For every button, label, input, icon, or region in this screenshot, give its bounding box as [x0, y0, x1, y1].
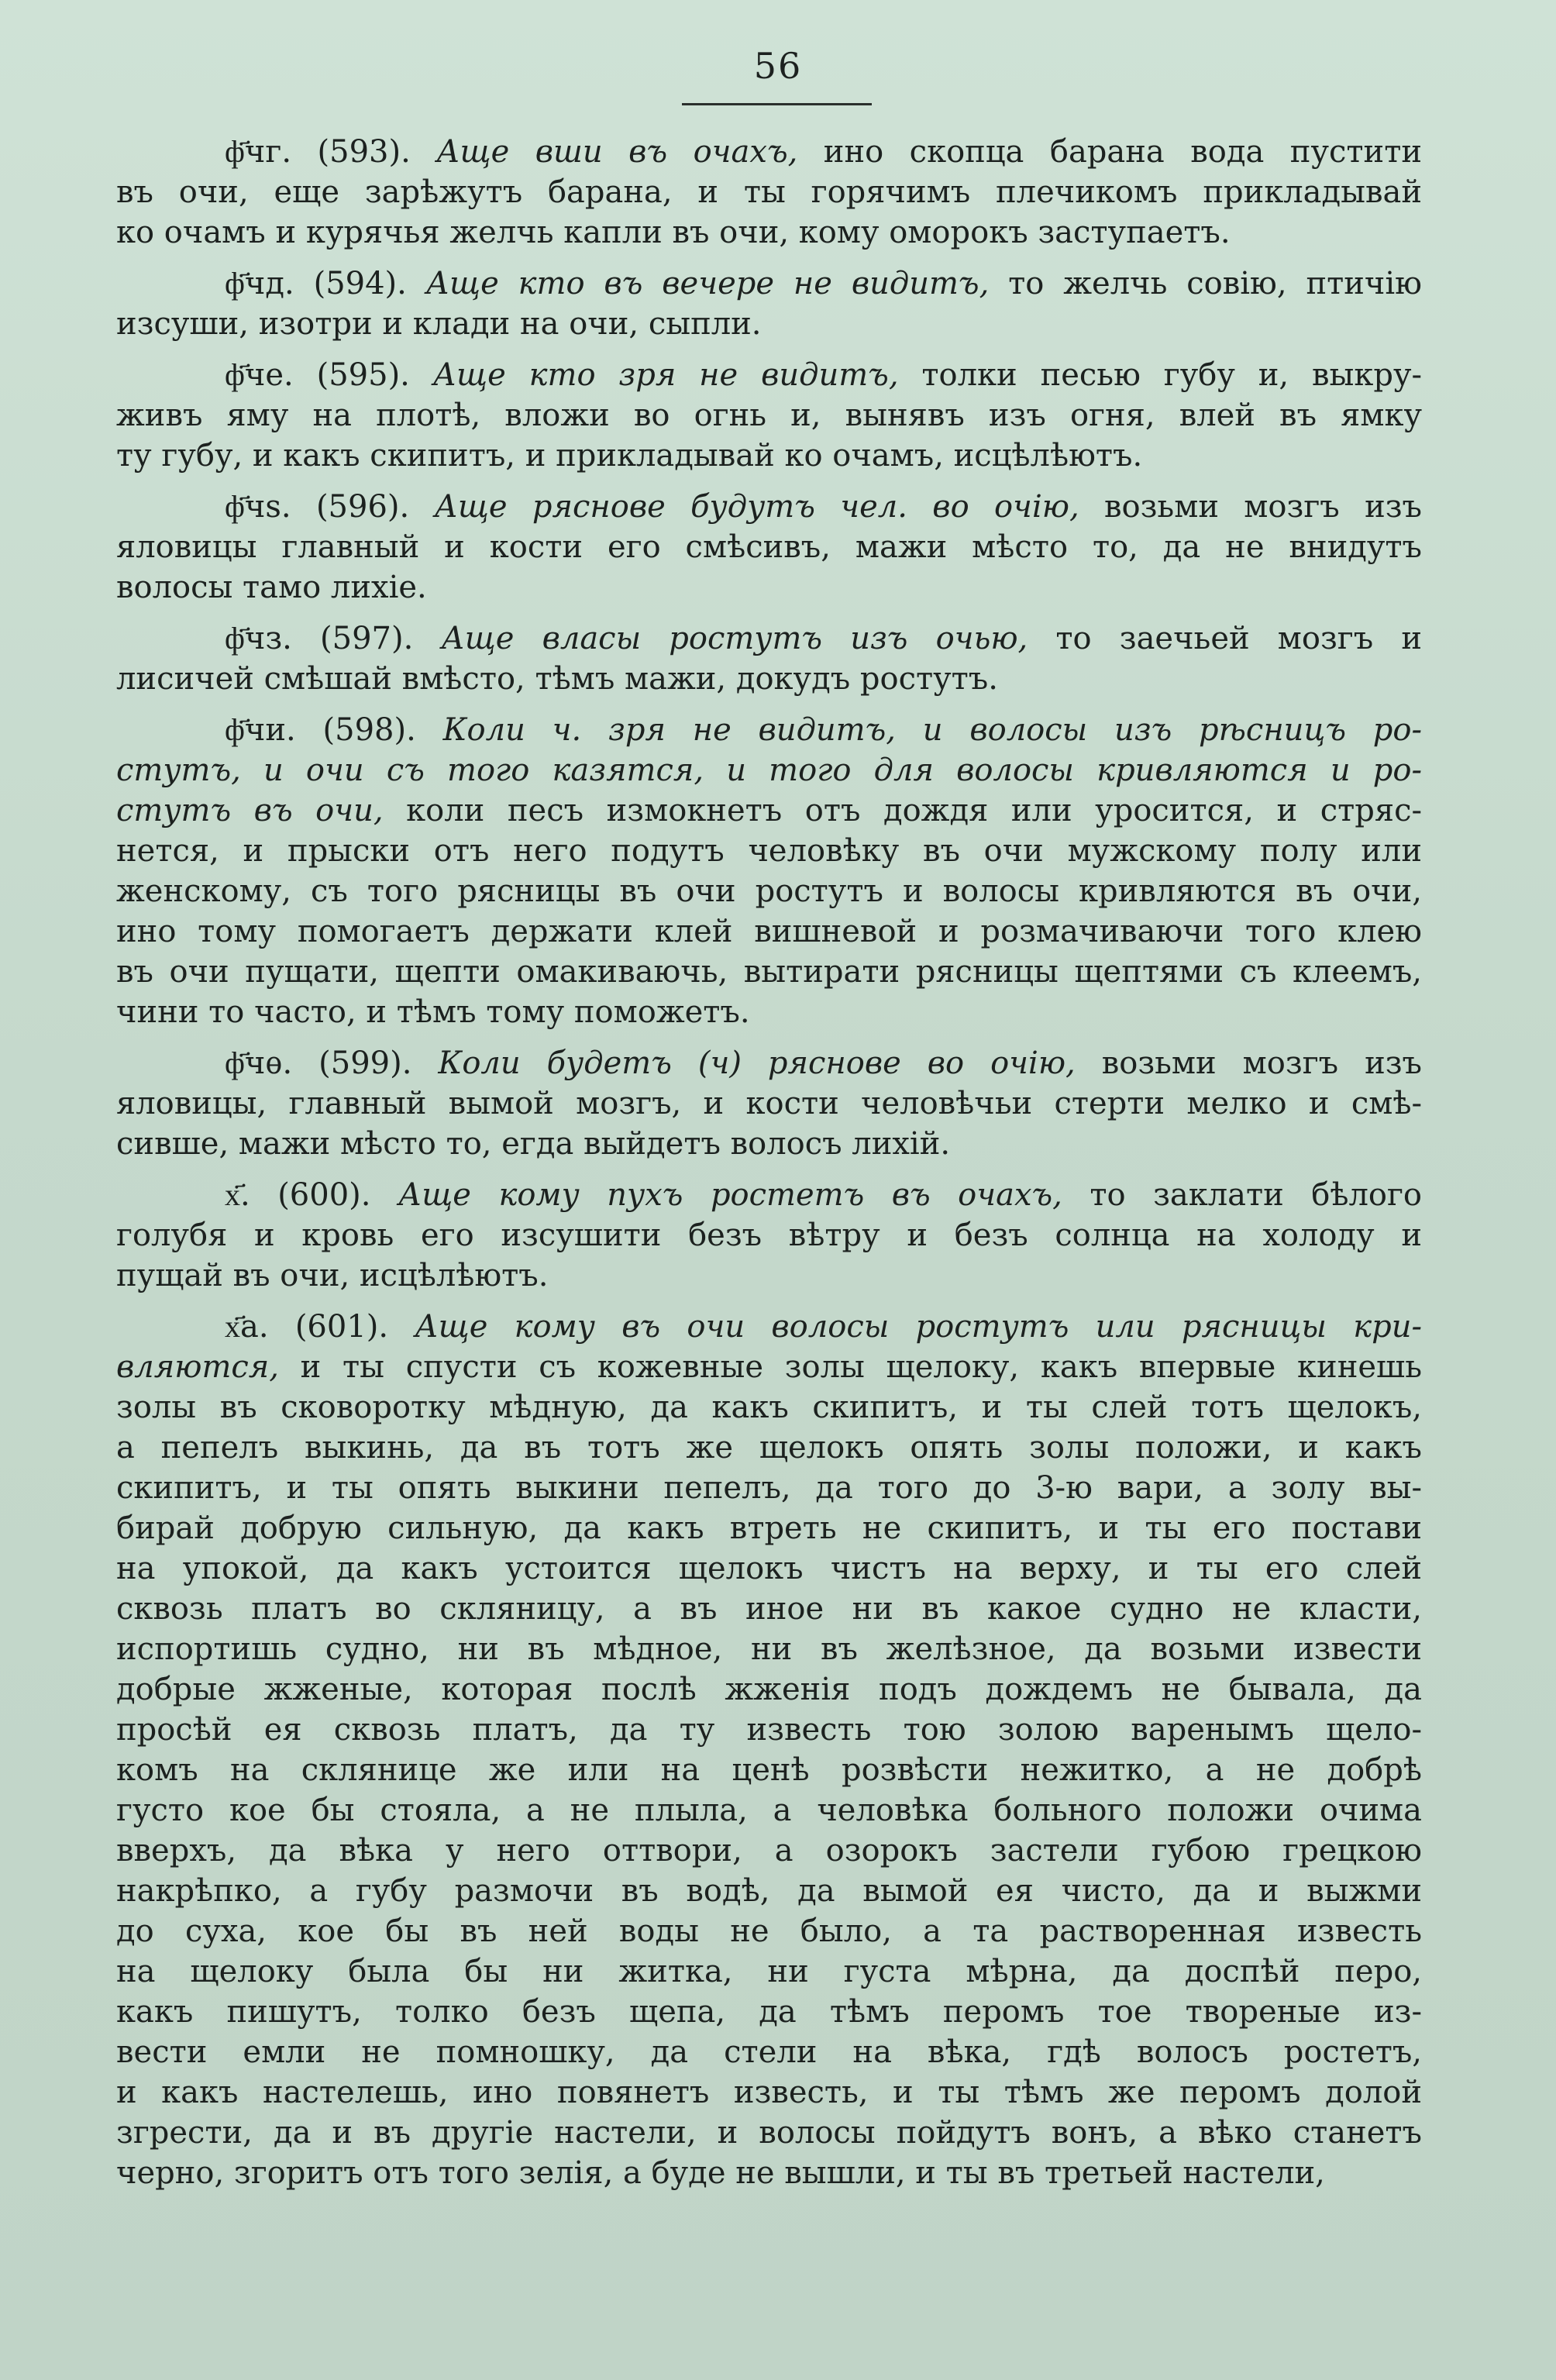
text-line	[116, 1871, 1422, 1911]
text-line	[116, 1992, 1422, 2032]
recipe-entry	[116, 618, 1422, 699]
text-run: ф҃чѕ. (596).	[225, 489, 435, 525]
text-line	[116, 487, 1422, 527]
text-run: ф҃чд. (594).	[225, 266, 426, 301]
recipe-entry	[116, 1043, 1422, 1164]
recipe-entry	[116, 355, 1422, 476]
text-line	[116, 911, 1422, 952]
text-run: скипитъ, и ты опять выкини пепелъ, да того до 3-ю вари, а золу вы-	[116, 1470, 1422, 1506]
text-run: ф҃чи. (598).	[225, 712, 443, 748]
text-run: комъ на склянице же или на ценѣ розвѣсти нежитко, а не добрѣ	[116, 1752, 1422, 1788]
text-run: живъ яму на плотѣ, вложи во огнь и, вынявъ изъ огня, влей въ ямку	[116, 398, 1422, 433]
text-line	[116, 790, 1422, 831]
text-run: ф҃чг. (593).	[225, 134, 437, 170]
text-line	[116, 1215, 1422, 1255]
text-line	[116, 1750, 1422, 1790]
text-run: лисичей смѣшай вмѣсто, тѣмъ мажи, докудъ ростутъ.	[116, 661, 998, 697]
text-run: до суха, кое бы въ ней воды не было, а та растворенная известь	[116, 1913, 1422, 1949]
text-line	[116, 355, 1422, 395]
text-line	[116, 2072, 1422, 2113]
text-line	[116, 172, 1422, 212]
text-line	[116, 1589, 1422, 1629]
italic-run: Коли будетъ (ч) ряснове во очію,	[438, 1045, 1076, 1081]
text-run: ино тому помогаетъ держати клей вишневой и розмачиваючи того клею	[116, 914, 1422, 949]
text-line	[116, 1508, 1422, 1548]
text-run: ко очамъ и курячья желчь капли въ очи, кому оморокъ заступаетъ.	[116, 215, 1231, 250]
text-run: какъ пишутъ, толко безъ щепа, да тѣмъ перомъ тое твореные из-	[116, 1994, 1422, 2030]
text-run: и какъ настелешь, ино повянетъ известь, и ты тѣмъ же перомъ долой	[116, 2075, 1422, 2110]
text-run: возьми мозгъ изъ	[1075, 1045, 1422, 1081]
recipe-entry	[116, 263, 1422, 344]
text-run: чини то часто, и тѣмъ тому поможетъ.	[116, 994, 750, 1030]
text-line	[116, 304, 1422, 344]
italic-run: Аще кто въ вечере не видитъ,	[425, 266, 990, 301]
italic-run: Аще вши въ очахъ,	[436, 134, 798, 170]
text-body	[116, 132, 1422, 2204]
text-line	[116, 263, 1422, 304]
italic-run: Аще ряснове будутъ чел. во очію,	[434, 489, 1079, 525]
text-run: добрые жженые, которая послѣ жженія подъ дождемъ не бывала, да	[116, 1672, 1422, 1707]
text-line	[116, 132, 1422, 172]
text-line	[116, 1307, 1422, 1347]
text-run: ино скопца барана вода пустити	[797, 134, 1422, 170]
text-run: ф҃че. (595).	[225, 357, 433, 393]
text-line	[116, 1831, 1422, 1871]
text-line	[116, 1043, 1422, 1083]
text-line	[116, 750, 1422, 790]
text-run: то заечьей мозгъ и	[1028, 621, 1422, 656]
text-run: на упокой, да какъ устоится щелокъ чистъ на верху, и ты его слей	[116, 1551, 1422, 1586]
text-line	[116, 2113, 1422, 2153]
text-run: просѣй ея сквозь платъ, да ту известь тою золою варенымъ щело-	[116, 1712, 1422, 1748]
text-line	[116, 710, 1422, 750]
italic-run: стутъ, и очи съ того казятся, и того для волосы кривляются и ро-	[116, 753, 1422, 788]
italic-run: Аще кому пухъ ростетъ въ очахъ,	[398, 1177, 1062, 1213]
italic-run: Аще власы ростутъ изъ очью,	[441, 621, 1028, 656]
page-number: 56	[753, 45, 803, 87]
header-rule	[682, 103, 872, 105]
text-run: то желчь совію, птичію	[989, 266, 1422, 301]
text-line	[116, 1548, 1422, 1589]
text-line	[116, 436, 1422, 476]
text-line	[116, 1387, 1422, 1428]
text-run: въ очи пущати, щепти омакиваючь, вытирати рясницы щептями съ клеемъ,	[116, 954, 1422, 990]
text-run: на щелоку была бы ни житка, ни густа мѣрна, да доспѣй перо,	[116, 1954, 1422, 1989]
text-line	[116, 212, 1422, 253]
text-line	[116, 1911, 1422, 1951]
text-run: накрѣпко, а губу размочи въ водѣ, да вымой ея чисто, да и выжми	[116, 1873, 1422, 1909]
text-line	[116, 1951, 1422, 1992]
text-line	[116, 395, 1422, 436]
text-run: изсуши, изотри и клади на очи, сыпли.	[116, 306, 762, 342]
text-run: толки песью губу и, выкру-	[898, 357, 1422, 393]
text-run: ф҃чѳ. (599).	[225, 1045, 439, 1081]
text-line	[116, 567, 1422, 608]
text-line	[116, 1468, 1422, 1508]
text-line	[116, 871, 1422, 911]
text-line	[116, 659, 1422, 699]
italic-run: вляются,	[116, 1349, 279, 1385]
text-run: пущай въ очи, исцѣлѣютъ.	[116, 1258, 549, 1293]
text-line	[116, 1175, 1422, 1215]
text-run: сквозь платъ во скляницу, а въ иное ни въ какое судно не класти,	[116, 1591, 1422, 1627]
page-header	[0, 43, 1556, 89]
recipe-entry	[116, 487, 1422, 608]
text-run: густо кое бы стояла, а не плыла, а человѣка больного положи очима	[116, 1793, 1422, 1828]
text-line	[116, 1669, 1422, 1710]
italic-run: Коли ч. зря не видитъ, и волосы изъ рѣсницъ ро-	[442, 712, 1422, 748]
text-line	[116, 1255, 1422, 1296]
text-line	[116, 618, 1422, 659]
text-line	[116, 1790, 1422, 1831]
italic-run: Аще кто зря не видитъ,	[432, 357, 899, 393]
text-line	[116, 952, 1422, 992]
text-run: а пепелъ выкинь, да въ тотъ же щелокъ опять золы положи, и какъ	[116, 1430, 1422, 1466]
text-run: х҃а. (601).	[225, 1309, 415, 1345]
text-line	[116, 527, 1422, 567]
text-line	[116, 2032, 1422, 2072]
text-line	[116, 2153, 1422, 2193]
text-run: вести емли не помношку, да стели на вѣка, гдѣ волосъ ростетъ,	[116, 2034, 1422, 2070]
text-line	[116, 1083, 1422, 1124]
text-run: золы въ сковоротку мѣдную, да какъ скипитъ, и ты слей тотъ щелокъ,	[116, 1390, 1422, 1425]
recipe-entry	[116, 1175, 1422, 1296]
text-line	[116, 1124, 1422, 1164]
text-line	[116, 831, 1422, 871]
text-run: ту губу, и какъ скипитъ, и прикладывай ко очамъ, исцѣлѣютъ.	[116, 438, 1143, 474]
italic-run: стутъ въ очи,	[116, 793, 384, 828]
text-run: яловицы, главный вымой мозгъ, и кости человѣчьи стерти мелко и смѣ-	[116, 1086, 1422, 1121]
text-run: нется, и прыски отъ него подутъ человѣку въ очи мужскому полу или	[116, 833, 1422, 869]
text-run: сивше, мажи мѣсто то, егда выйдетъ волосъ лихій.	[116, 1126, 951, 1162]
text-run: то заклати бѣлого	[1062, 1177, 1422, 1213]
text-run: коли песъ измокнетъ отъ дождя или уросится, и стряс-	[383, 793, 1422, 828]
text-run: голубя и кровь его изсушити безъ вѣтру и безъ солнца на холоду и	[116, 1218, 1422, 1253]
text-run: черно, згоритъ отъ того зелія, а буде не вышли, и ты въ третьей настели,	[116, 2155, 1325, 2191]
recipe-entry	[116, 132, 1422, 253]
text-line	[116, 1347, 1422, 1387]
recipe-entry	[116, 710, 1422, 1032]
text-run: и ты спусти съ кожевные золы щелоку, какъ впервые кинешь	[278, 1349, 1422, 1385]
text-run: въ очи, еще зарѣжутъ барана, и ты горячимъ плечикомъ прикладывай	[116, 174, 1422, 210]
text-run: женскому, съ того рясницы въ очи ростутъ и волосы кривляются въ очи,	[116, 873, 1422, 909]
text-line	[116, 1629, 1422, 1669]
text-line	[116, 1710, 1422, 1750]
text-run: испортишь судно, ни въ мѣдное, ни въ желѣзное, да возьми извести	[116, 1631, 1422, 1667]
text-run: волосы тамо лихіе.	[116, 570, 427, 605]
text-line	[116, 1428, 1422, 1468]
text-run: х҃. (600).	[225, 1177, 398, 1213]
text-run: ф҃чз. (597).	[225, 621, 442, 656]
italic-run: Аще кому въ очи волосы ростутъ или рясницы кри-	[415, 1309, 1422, 1345]
text-run: бирай добрую сильную, да какъ втреть не скипитъ, и ты его постави	[116, 1510, 1422, 1546]
text-line	[116, 992, 1422, 1032]
text-run: згрести, да и въ другіе настели, и волосы пойдутъ вонъ, а вѣко станетъ	[116, 2115, 1422, 2151]
text-run: возьми мозгъ изъ	[1079, 489, 1422, 525]
recipe-entry	[116, 1307, 1422, 2193]
text-run: яловицы главный и кости его смѣсивъ, мажи мѣсто то, да не внидутъ	[116, 529, 1422, 565]
text-run: вверхъ, да вѣка у него оттвори, а озорокъ застели губою грецкою	[116, 1833, 1422, 1869]
